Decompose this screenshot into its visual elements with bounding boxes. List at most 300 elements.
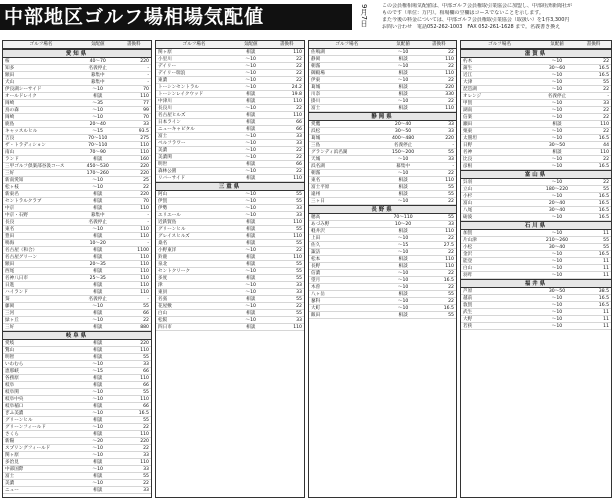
- quote-value: 〜10: [397, 99, 409, 104]
- transfer-fee: 33: [448, 222, 454, 227]
- quote-value: 相談: [246, 162, 256, 167]
- transfer-fee: 33: [143, 453, 149, 458]
- course-name: 飯田: [311, 313, 321, 318]
- quote-value: 70〜90: [89, 150, 106, 155]
- note-line: また今後の料金については、中部ゴルフ会員権取引業協会（取扱い）を1件3,300円: [382, 17, 570, 23]
- transfer-fee: 55: [143, 304, 149, 309]
- transfer-fee: 110: [293, 220, 302, 225]
- transfer-fee: 22: [603, 108, 609, 113]
- table-row: [461, 107, 611, 114]
- transfer-fee: 110: [293, 255, 302, 260]
- quote-value: 〜10: [92, 397, 103, 402]
- transfer-fee: 33: [448, 129, 454, 134]
- transfer-fee: 16.5: [598, 208, 609, 213]
- course-name: さくら: [5, 432, 19, 437]
- quote-value: 10〜20: [89, 241, 106, 246]
- table-row: [3, 459, 151, 466]
- transfer-fee: 27.5: [443, 243, 454, 248]
- quote-value: 相談: [246, 227, 256, 232]
- transfer-fee: 110: [140, 143, 149, 148]
- quote-value: 相談: [93, 290, 103, 295]
- transfer-fee: 55: [448, 185, 454, 190]
- table-row: [461, 93, 611, 100]
- transfer-fee: 44: [603, 143, 609, 148]
- course-name: 望月: [311, 278, 321, 283]
- quote-value: 〜10: [245, 141, 256, 146]
- transfer-fee: 22: [448, 250, 454, 255]
- course-name: 日本ライン: [158, 120, 181, 125]
- quote-value: 〜10: [551, 259, 563, 264]
- table-row: [3, 361, 151, 368]
- table-row: [3, 480, 151, 487]
- transfer-fee: 16.5: [598, 201, 609, 206]
- quote-value: 〜10: [245, 290, 256, 295]
- table-row: [156, 98, 304, 105]
- table-row: [461, 149, 611, 156]
- quote-value: 400〜480: [392, 136, 415, 141]
- course-name: 近江: [463, 73, 473, 78]
- course-name: 鷺山: [5, 348, 15, 353]
- table-row: [461, 186, 611, 193]
- course-name: 吉良: [5, 136, 15, 141]
- transfer-fee: 22: [296, 64, 302, 69]
- transfer-fee: 22: [143, 425, 149, 430]
- course-name: 関ヶ原: [158, 50, 172, 55]
- quote-value: 相談: [398, 257, 408, 262]
- transfer-fee: 110: [600, 150, 609, 155]
- quote-value: 20〜40: [548, 201, 566, 206]
- table-row: [309, 191, 456, 198]
- course-name: 蒲生: [463, 66, 473, 71]
- table-row: [156, 324, 304, 331]
- transfer-fee: 22: [143, 446, 149, 451]
- table-row: [3, 254, 151, 261]
- course-name: 瀬田: [463, 122, 473, 127]
- transfer-fee: 55: [143, 474, 149, 479]
- quote-value: 〜10: [397, 199, 409, 204]
- quote-value: 70〜110: [88, 143, 108, 148]
- table-row: [156, 296, 304, 303]
- table-row: [156, 212, 304, 219]
- table-row: [461, 200, 611, 207]
- column-header: [461, 41, 611, 49]
- course-name: 葛城: [311, 85, 321, 90]
- quote-value: 相談: [398, 229, 408, 234]
- course-name: 伊東: [311, 78, 321, 83]
- course-name: 三河: [5, 311, 15, 316]
- transfer-fee: 110: [445, 229, 454, 234]
- transfer-fee: 16.5: [598, 136, 609, 141]
- transfer-fee: 220: [445, 136, 454, 141]
- table-row: [3, 142, 151, 149]
- course-name: 津: [158, 283, 163, 288]
- table-row: [461, 272, 611, 279]
- transfer-fee: 110: [140, 206, 149, 211]
- table-row: [3, 170, 151, 177]
- quote-value: 〜10: [92, 453, 103, 458]
- transfer-fee: 22: [603, 157, 609, 162]
- transfer-fee: 11: [603, 266, 609, 271]
- course-name: 恵那峡: [5, 369, 19, 374]
- table-row: [309, 184, 456, 191]
- quote-value: 〜10: [397, 157, 409, 162]
- quote-value: 180〜220: [545, 187, 569, 192]
- course-name: 大野: [463, 317, 473, 322]
- quote-value: 相談: [246, 297, 256, 302]
- table-row: [309, 163, 456, 170]
- course-name: 浜名湖: [311, 164, 325, 169]
- quote-value: 〜10: [397, 278, 409, 283]
- course-name: 美濃: [158, 148, 168, 153]
- table-row: [461, 302, 611, 309]
- course-name: 桑名: [158, 241, 168, 246]
- quote-value: 相談: [246, 262, 256, 267]
- quote-value: 〜10: [551, 157, 563, 162]
- transfer-fee: 55: [296, 269, 302, 274]
- course-name: 犬山: [5, 80, 15, 85]
- column-header-cell: 書換料: [586, 42, 601, 47]
- table-row: [156, 91, 304, 98]
- table-row: [156, 226, 304, 233]
- transfer-fee: 16.5: [598, 164, 609, 169]
- table-row: [461, 237, 611, 244]
- table-row: [156, 254, 304, 261]
- transfer-fee: 110: [445, 257, 454, 262]
- table-row: [3, 282, 151, 289]
- table-row: [156, 105, 304, 112]
- table-row: [156, 303, 304, 310]
- transfer-fee: 55: [143, 390, 149, 395]
- quote-value: 相談: [398, 313, 408, 318]
- course-name: 三島: [311, 143, 321, 148]
- table-row: [309, 305, 456, 312]
- note-line: ものです（単位：万円）。相場欄の空欄はコースでないことを示します。: [382, 10, 544, 16]
- table-row: [156, 261, 304, 268]
- price-column: [2, 40, 152, 498]
- course-name: 比良: [463, 157, 473, 162]
- table-row: [156, 140, 304, 147]
- course-name: オールドレイク: [5, 94, 37, 99]
- quote-value: 〜10: [245, 148, 256, 153]
- course-name: 芦原: [463, 289, 473, 294]
- quote-value: 〜10: [551, 303, 563, 308]
- table-row: [156, 84, 304, 91]
- table-row: [461, 265, 611, 272]
- table-row: [3, 163, 151, 170]
- transfer-fee: 19.8: [291, 92, 302, 97]
- quote-value: 相談: [398, 57, 408, 62]
- transfer-fee: 25: [143, 178, 149, 183]
- course-name: 小里川: [158, 57, 172, 62]
- table-row: [309, 198, 456, 205]
- course-name: 太閤坦: [463, 136, 477, 141]
- transfer-fee: 22: [448, 50, 454, 55]
- quote-value: 相談: [246, 127, 256, 132]
- transfer-fee: 55: [448, 313, 454, 318]
- prefecture-heading: 福井県: [461, 279, 611, 288]
- table-row: [461, 114, 611, 121]
- quote-value: 〜20: [92, 439, 103, 444]
- quote-value: 相談: [93, 248, 103, 253]
- table-row: [3, 396, 151, 403]
- course-name: 敦賀: [463, 303, 473, 308]
- transfer-fee: 22: [296, 169, 302, 174]
- transfer-fee: 110: [293, 113, 302, 118]
- quote-value: 相談: [93, 432, 103, 437]
- transfer-fee: 110: [140, 276, 149, 281]
- quote-value: 相談: [93, 488, 103, 493]
- quote-value: 〜10: [397, 285, 409, 290]
- table-row: [3, 445, 151, 452]
- quote-value: 相談: [93, 283, 103, 288]
- table-row: [156, 49, 304, 56]
- course-name: 中京: [5, 206, 15, 211]
- transfer-fee: 16.5: [598, 252, 609, 257]
- course-name: 岐阜関: [5, 390, 19, 395]
- quote-value: 〜10: [551, 231, 563, 236]
- quote-value: 〜10: [245, 283, 256, 288]
- transfer-fee: 38.5: [598, 289, 609, 294]
- transfer-fee: 16.5: [598, 194, 609, 199]
- quote-value: 相談: [93, 255, 103, 260]
- table-row: [3, 177, 151, 184]
- quote-value: 相談: [246, 113, 256, 118]
- quote-value: 〜10: [551, 317, 563, 322]
- quote-value: 〜10: [245, 106, 256, 111]
- table-row: [3, 184, 151, 191]
- transfer-fee: 11: [603, 273, 609, 278]
- course-name: 長良川: [158, 106, 172, 111]
- column-header-cell: 気配値: [550, 42, 564, 47]
- note-line: この会員権相場気配値は、中部ゴルフ会員権取引業協会に加盟し、中部経済新聞社が: [382, 3, 573, 9]
- course-name: 呉羽: [463, 180, 473, 185]
- transfer-fee: 33: [448, 122, 454, 127]
- table-row: [3, 219, 151, 226]
- transfer-fee: 66: [296, 120, 302, 125]
- table-row: [461, 135, 611, 142]
- table-row: [3, 424, 151, 431]
- table-row: [461, 156, 611, 163]
- quote-value: 相談: [93, 383, 103, 388]
- quote-value: 〜10: [397, 250, 409, 255]
- course-name: 彦根: [463, 164, 473, 169]
- transfer-fee: 22: [296, 78, 302, 83]
- quote-value: 相談: [246, 50, 256, 55]
- quote-value: 〜10: [245, 71, 256, 76]
- table-row: [309, 121, 456, 128]
- table-row: [461, 295, 611, 302]
- quote-value: 〜10: [551, 324, 563, 329]
- table-row: [156, 133, 304, 140]
- transfer-fee: 110: [445, 57, 454, 62]
- table-row: [156, 161, 304, 168]
- transfer-fee: 66: [143, 404, 149, 409]
- table-row: [3, 324, 151, 331]
- transfer-fee: 220: [140, 192, 149, 197]
- quote-value: 40〜70: [89, 59, 106, 64]
- transfer-fee: 22: [296, 148, 302, 153]
- column-header-cell: 書換料: [279, 42, 294, 47]
- course-name: 朝霧: [311, 171, 321, 176]
- course-name: 御殿場: [311, 71, 325, 76]
- course-name: 加賀: [463, 231, 473, 236]
- course-name: 三甲ゴルフ倶楽部谷汲コース: [5, 164, 65, 169]
- course-name: 東名: [5, 227, 15, 232]
- table-row: [156, 168, 304, 175]
- table-row: [309, 149, 456, 156]
- transfer-fee: 55: [448, 292, 454, 297]
- course-name: 信濃: [311, 271, 321, 276]
- table-row: [3, 289, 151, 296]
- transfer-fee: 220: [140, 341, 149, 346]
- quote-value: 〜15: [92, 129, 103, 134]
- quote-value: 相談: [398, 292, 408, 297]
- transfer-fee: 110: [293, 176, 302, 181]
- table-row: [309, 270, 456, 277]
- course-name: デイリー瑞浪: [158, 71, 186, 76]
- column-header: [3, 41, 151, 49]
- table-row: [309, 98, 456, 105]
- course-name: 小杉: [463, 194, 473, 199]
- quote-value: 〜10: [92, 185, 103, 190]
- transfer-fee: 110: [140, 397, 149, 402]
- course-name: 多治見: [5, 460, 19, 465]
- course-name: 名古屋グリーン: [5, 255, 38, 260]
- quote-value: 〜10: [245, 169, 256, 174]
- course-name: 桜: [5, 59, 10, 64]
- transfer-fee: 55: [296, 276, 302, 281]
- quote-value: 〜10: [397, 78, 409, 83]
- quote-value: 210〜260: [545, 238, 569, 243]
- transfer-fee: 33: [296, 206, 302, 211]
- prefecture-heading: 富山県: [461, 170, 611, 179]
- quote-value: 〜10: [397, 299, 409, 304]
- table-row: [3, 240, 151, 247]
- table-row: [3, 65, 151, 72]
- quote-value: 〜10: [92, 318, 103, 323]
- table-row: [309, 312, 456, 319]
- quote-value: 〜10: [92, 481, 103, 486]
- transfer-fee: 55: [296, 199, 302, 204]
- course-name: 大津: [463, 80, 473, 85]
- transfer-fee: 22: [296, 304, 302, 309]
- table-row: [461, 163, 611, 170]
- quote-value: 募集中: [90, 73, 105, 78]
- course-name: キャッスルヒル: [5, 129, 38, 134]
- transfer-fee: 22: [143, 481, 149, 486]
- transfer-fee: -: [147, 66, 149, 71]
- transfer-fee: 220: [140, 59, 149, 64]
- quote-value: 相談: [246, 176, 256, 181]
- quote-value: 相談: [93, 199, 103, 204]
- table-row: [156, 198, 304, 205]
- transfer-fee: 110: [445, 106, 454, 111]
- course-name: セントラルクラブ: [5, 199, 42, 204]
- transfer-fee: 66: [143, 383, 149, 388]
- quote-value: 〜10: [551, 80, 563, 85]
- course-name: 富山: [463, 201, 473, 206]
- course-name: 伊賀: [158, 199, 168, 204]
- quote-value: 募集中: [90, 213, 105, 218]
- quote-value: 30〜40: [548, 208, 566, 213]
- table-row: [156, 275, 304, 282]
- transfer-fee: 22: [448, 271, 454, 276]
- course-name: 富士平原: [311, 185, 330, 190]
- quote-value: 相談: [246, 325, 256, 330]
- transfer-fee: 11: [603, 310, 609, 315]
- quote-value: 〜10: [551, 266, 563, 271]
- transfer-fee: 55: [448, 150, 454, 155]
- course-name: 知多: [5, 66, 15, 71]
- quote-value: 〜10: [397, 171, 409, 176]
- course-name: 泉北: [158, 262, 168, 267]
- quote-value: 相談: [93, 325, 103, 330]
- column-header: [309, 41, 456, 49]
- table-row: [3, 354, 151, 361]
- transfer-fee: 55: [296, 241, 302, 246]
- course-name: 新東名: [5, 192, 19, 197]
- table-row: [156, 63, 304, 70]
- course-name: グランディ浜名湖: [311, 150, 348, 155]
- table-row: [3, 347, 151, 354]
- table-row: [156, 219, 304, 226]
- table-row: [461, 244, 611, 251]
- transfer-fee: -: [147, 213, 149, 218]
- table-row: [309, 91, 456, 98]
- table-row: [461, 179, 611, 186]
- price-column: [308, 40, 457, 498]
- transfer-fee: 220: [140, 164, 149, 169]
- transfer-fee: 22: [448, 78, 454, 83]
- table-row: [3, 296, 151, 303]
- quote-value: 〜10: [551, 215, 563, 220]
- quote-value: 相談: [93, 311, 103, 316]
- quote-value: 相談: [93, 376, 103, 381]
- transfer-fee: 22: [448, 99, 454, 104]
- transfer-fee: 110: [140, 290, 149, 295]
- quote-value: 〜10: [92, 467, 103, 472]
- table-row: [3, 93, 151, 100]
- table-row: [156, 112, 304, 119]
- transfer-fee: 110: [293, 99, 302, 104]
- quote-value: 相談: [246, 220, 256, 225]
- transfer-fee: 70: [143, 199, 149, 204]
- quote-value: 相談: [93, 234, 103, 239]
- course-name: 伊良湖シーサイド: [5, 87, 42, 92]
- quote-value: 〜10: [245, 192, 256, 197]
- table-row: [156, 175, 304, 182]
- course-name: ぎふ美濃: [5, 411, 24, 416]
- table-row: [461, 230, 611, 237]
- transfer-fee: 55: [296, 192, 302, 197]
- quote-value: 〜10: [92, 115, 103, 120]
- transfer-fee: 22: [296, 248, 302, 253]
- transfer-fee: 55: [296, 311, 302, 316]
- column-header-cell: ゴルフ場名: [488, 42, 511, 47]
- course-name: あづみ野: [311, 222, 330, 227]
- prefecture-heading: 岐阜県: [3, 331, 151, 340]
- table-row: [309, 156, 456, 163]
- transfer-fee: 22: [448, 171, 454, 176]
- quote-value: 相談: [398, 92, 408, 97]
- course-name: グリーンフィールド: [5, 425, 46, 430]
- course-name: 静岡: [311, 57, 321, 62]
- quote-value: 名義停止: [88, 297, 107, 302]
- course-name: 多度: [158, 276, 168, 281]
- quote-value: 〜10: [92, 108, 103, 113]
- quote-value: 相談: [552, 122, 562, 127]
- transfer-fee: 22: [603, 59, 609, 64]
